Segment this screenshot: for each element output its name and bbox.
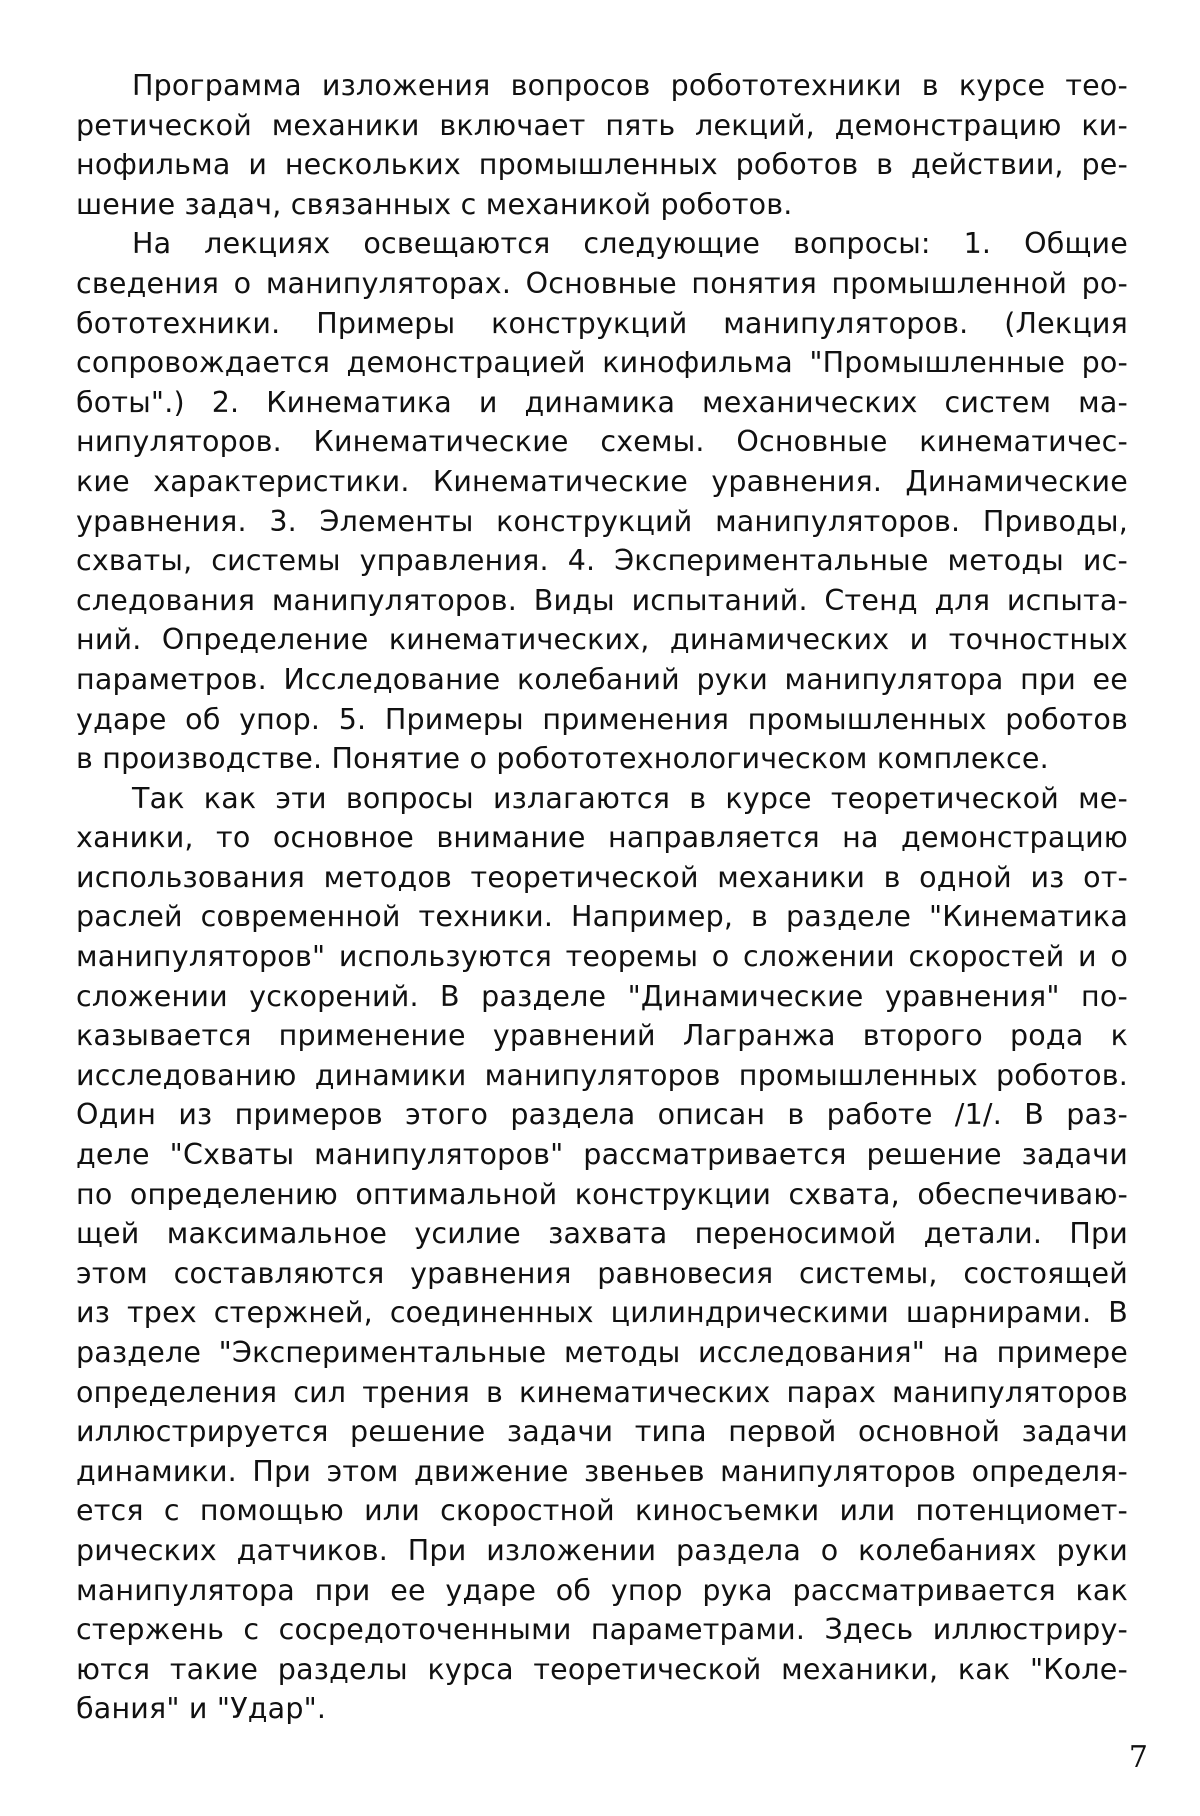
text-line: определения сил трения в кинематических парах манипуляторов [76, 1375, 1128, 1409]
text-line: бания" и "Удар". [76, 1692, 327, 1726]
text-line: исследованию динамики манипуляторов промышленных роботов. [76, 1058, 1128, 1092]
text-line: ретической механики включает пять лекций, демонстрацию ки- [76, 108, 1128, 142]
text-line: Программа изложения вопросов робототехники в курсе тео- [132, 69, 1128, 102]
text-line: казывается применение уравнений Лагранжа второго рода к [76, 1019, 1128, 1053]
body-text [76, 66, 1128, 1729]
text-line: боты".) 2. Кинематика и динамика механических систем ма- [76, 385, 1128, 419]
text-line: ется с помощью или скоростной киносъемки или потенциомет- [76, 1494, 1128, 1528]
text-line: разделе "Экспериментальные методы исследования" на примере [76, 1336, 1128, 1369]
text-line: Так как эти вопросы излагаются в курсе теоретической ме- [132, 781, 1128, 815]
text-line: Один из примеров этого раздела описан в работе /1/. В раз- [76, 1098, 1128, 1132]
text-line: бототехники. Примеры конструкций манипуляторов. (Лекция [76, 306, 1128, 340]
text-line: из трех стержней, соединенных цилиндрическими шарнирами. В [76, 1296, 1128, 1330]
text-line: сложении ускорений. В разделе "Динамические уравнения" по- [76, 979, 1128, 1013]
text-line: следования манипуляторов. Виды испытаний. Стенд для испыта- [76, 583, 1128, 617]
text-line: сведения о манипуляторах. Основные понятия промышленной ро- [76, 266, 1128, 300]
paragraph-2 [76, 224, 1128, 778]
text-line: На лекциях освещаются следующие вопросы: 1. Общие [132, 227, 1128, 261]
text-line: нипуляторов. Кинематические схемы. Основные кинематичес- [76, 425, 1128, 459]
paragraph-1 [76, 66, 1128, 224]
text-line: кие характеристики. Кинематические уравнения. Динамические [76, 464, 1128, 498]
text-line: ний. Определение кинематических, динамических и точностных [76, 623, 1128, 657]
text-line: шение задач, связанных с механикой роботов. [76, 187, 793, 221]
text-line: этом составляются уравнения равновесия системы, состоящей [76, 1256, 1128, 1290]
text-line: стержень с сосредоточенными параметрами. Здесь иллюстриру- [76, 1613, 1128, 1647]
text-line: сопровождается демонстрацией кинофильма "Промышленные ро- [76, 346, 1128, 380]
text-line: ются такие разделы курса теоретической механики, как "Коле- [76, 1652, 1128, 1686]
text-line: уравнения. 3. Элементы конструкций манипуляторов. Приводы, [76, 504, 1128, 538]
text-line: ударе об упор. 5. Примеры применения промышленных роботов [76, 702, 1128, 736]
text-line: иллюстрируется решение задачи типа первой основной задачи [76, 1415, 1128, 1449]
text-line: нофильма и нескольких промышленных роботов в действии, ре- [76, 148, 1128, 182]
text-line: манипулятора при ее ударе об упор рука рассматривается как [76, 1573, 1128, 1607]
text-line: по определению оптимальной конструкции схвата, обеспечиваю- [76, 1177, 1128, 1211]
paragraph-3 [76, 779, 1128, 1729]
text-line: рических датчиков. При изложении раздела о колебаниях руки [76, 1533, 1128, 1567]
text-line: параметров. Исследование колебаний руки манипулятора при ее [76, 662, 1128, 696]
text-line: динамики. При этом движение звеньев манипуляторов определя- [76, 1454, 1128, 1488]
text-line: щей максимальное усилие захвата переносимой детали. При [76, 1217, 1128, 1251]
text-line: деле "Схваты манипуляторов" рассматривается решение задачи [76, 1138, 1128, 1172]
text-line: раслей современной техники. Например, в разделе "Кинематика [76, 900, 1128, 934]
text-line: ханики, то основное внимание направляется на демонстрацию [76, 821, 1128, 855]
page-number: 7 [1128, 1740, 1148, 1775]
text-line: использования методов теоретической механики в одной из от- [76, 860, 1128, 894]
text-line: схваты, системы управления. 4. Экспериментальные методы ис- [76, 544, 1128, 578]
text-line: в производстве. Понятие о робототехнологическом комплексе. [76, 742, 1049, 776]
text-line: манипуляторов" используются теоремы о сложении скоростей и о [76, 940, 1128, 974]
